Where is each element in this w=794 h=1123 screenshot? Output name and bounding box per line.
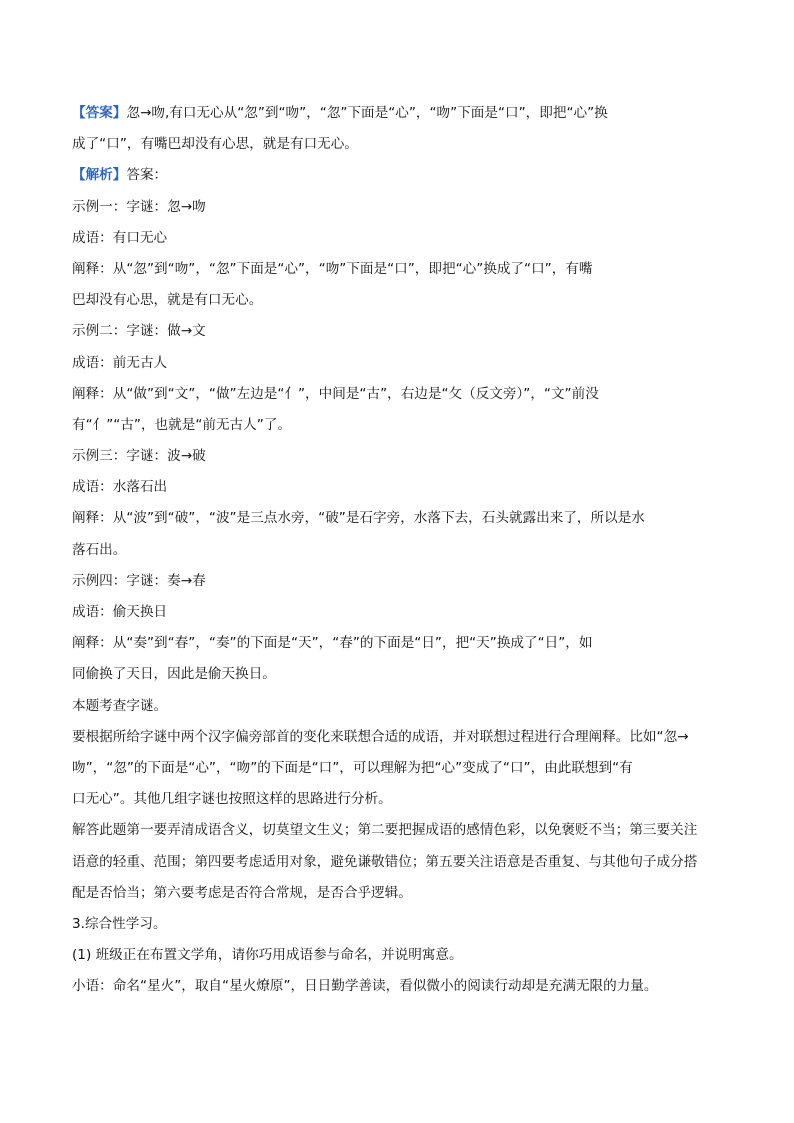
example-riddle: 示例三：字谜：波→破 [72,448,206,465]
answer-tag: 【答案】 [72,105,127,121]
analysis-lead: 答案： [126,167,168,184]
example-explain: 阐释：从“波”到“破”，“波”是三点水旁，“破”是石字旁，水落下去，石头就露出来了，所以是水 [72,510,645,527]
analysis-line [72,160,724,191]
example-explain-cont: 落石出。 [72,541,127,558]
summary-tips-cont: 语意的轻重、范围；第四要考虑适用对象，避免谦敬错位；第五要关注语意是否重复、与其他句子成分搭 [72,853,698,870]
answer-line-2: 成了“口”，有嘴巴却没有心思，就是有口无心。 [72,136,358,153]
example-explain: 阐释：从“忽”到“吻”，“忽”下面是“心”，“吻”下面是“口”，即把“心”换成了“口”，有嘴 [72,260,593,277]
example-explain: 阐释：从“奏”到“春”，“奏”的下面是“天”，“春”的下面是“日”，把“天”换成了“日”，如 [72,635,593,652]
example-idiom: 成语：有口无心 [72,229,168,246]
document-page [72,98,724,1002]
question-3-sample: 小语：命名“星火”，取自“星火燎原”，日日勤学善读，看似微小的阅读行动却是充满无限的力量。 [72,978,658,995]
example-idiom: 成语：水落石出 [72,479,168,496]
example-explain-cont: 同偷换了天日，因此是偷天换日。 [72,666,276,683]
summary-tips: 解答此题第一要弄清成语含义，切莫望文生义；第二要把握成语的感情色彩，以免褒贬不当；第三要关注 [72,822,698,839]
example-explain-cont: 有“亻”“古”，也就是“前无古人”了。 [72,416,291,433]
question-3-sub-1: (1) 班级正在布置文学角，请你巧用成语参与命名，并说明寓意。 [72,947,463,964]
analysis-tag: 【解析】 [72,167,127,184]
summary-method-cont: 口无心”。其他几组字谜也按照这样的思路进行分析。 [72,791,392,808]
answer-text: 忽→吻,有口无心从“忽”到“吻”，“忽”下面是“心”，“吻”下面是“口”，即把“心”换 [126,105,608,121]
example-idiom: 成语：前无古人 [72,354,168,371]
example-riddle: 示例一：字谜：忽→吻 [72,198,206,215]
answer-line-1 [72,98,724,129]
summary-tips-cont: 配是否恰当；第六要考虑是否符合常规，是否合乎逻辑。 [72,884,412,901]
summary-method-cont: 吻”，“忽”的下面是“心”，“吻”的下面是“口”，可以理解为把“心”变成了“口”，由此联想到“有 [72,759,633,776]
example-riddle: 示例二：字谜：做→文 [72,323,206,340]
example-riddle: 示例四：字谜：奏→春 [72,572,206,589]
example-explain: 阐释：从“做”到“文”，“做”左边是“亻”，中间是“古”，右边是“攵（反文旁）”，“文”前没 [72,385,599,402]
example-idiom: 成语：偷天换日 [72,604,168,620]
example-explain-cont: 巴却没有心思，就是有口无心。 [72,292,263,309]
summary-point: 本题考查字谜。 [72,697,168,714]
summary-method: 要根据所给字谜中两个汉字偏旁部首的变化来联想合适的成语，并对联想过程进行合理阐释。比如“忽→ [72,728,689,745]
question-3-title: 3.综合性学习。 [72,915,167,932]
